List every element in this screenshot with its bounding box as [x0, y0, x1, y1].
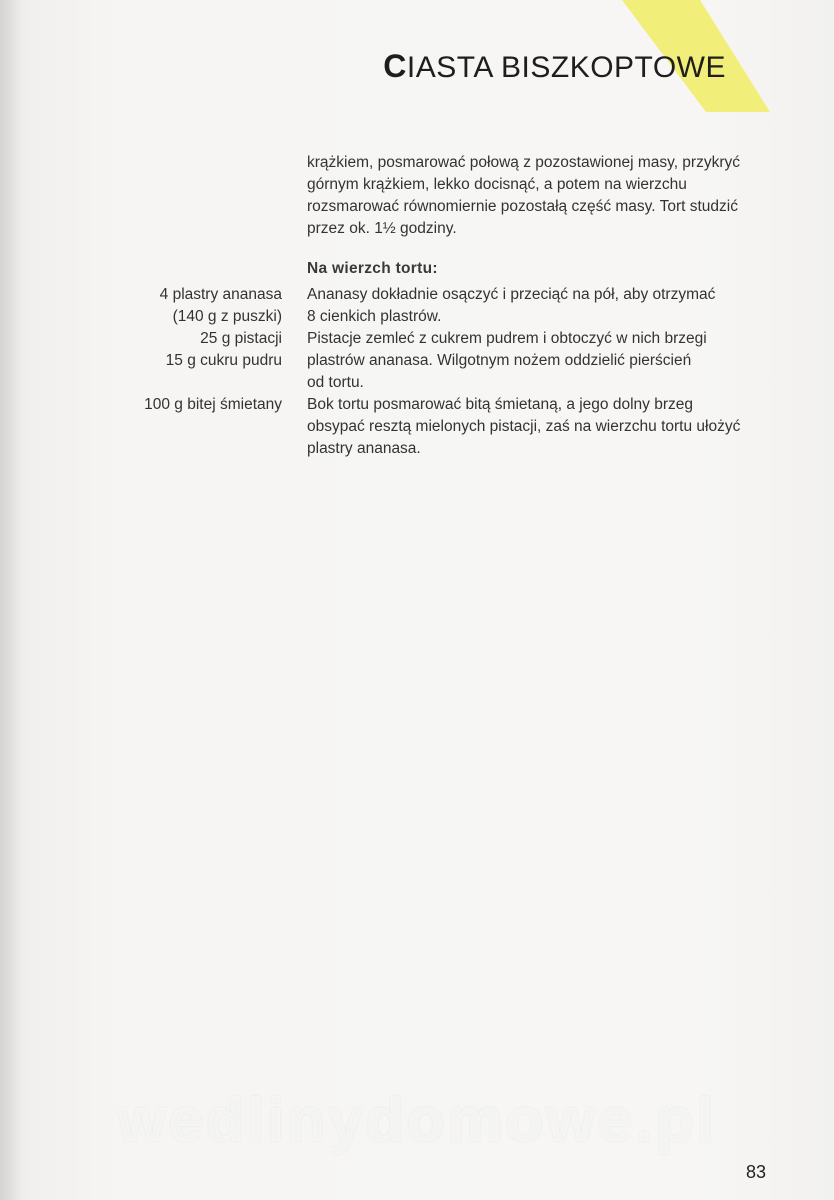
paragraph-line: krążkiem, posmarować połową z pozostawionej masy, przykryć	[307, 154, 741, 171]
title-initial: C	[383, 48, 407, 84]
instruction-block	[307, 284, 782, 394]
title-rest: IASTA BISZKOPTOWE	[406, 51, 726, 84]
ingredient-item: (140 g z puszki)	[172, 308, 282, 325]
instruction-line: obsypać resztą mielonych pistacji, zaś na wierzchu tortu ułożyć	[307, 418, 741, 435]
ingredient-list	[144, 394, 282, 416]
instruction-line: od tortu.	[307, 374, 364, 391]
continued-paragraph	[307, 152, 782, 240]
ingredient-list	[160, 284, 282, 372]
instruction-line: Pistacje zemleć z cukrem pudrem i obtoczyć w nich brzegi	[307, 330, 707, 347]
paragraph-line: górnym krążkiem, lekko docisnąć, a potem na wierzchu	[307, 176, 687, 193]
ingredient-item: 15 g cukru pudru	[165, 352, 282, 369]
watermark: wedlinydomowe.pl	[117, 1086, 717, 1155]
page-title	[383, 48, 726, 85]
ingredient-item: 100 g bitej śmietany	[144, 396, 282, 413]
instruction-line: plastrów ananasa. Wilgotnym nożem oddzielić pierścień	[307, 352, 692, 369]
ingredient-item: 25 g pistacji	[200, 330, 282, 347]
instruction-block	[307, 394, 782, 460]
instruction-line: Bok tortu posmarować bitą śmietaną, a jego dolny brzeg	[307, 396, 693, 413]
section-heading: Na wierzch tortu:	[307, 260, 438, 277]
ingredient-item: 4 plastry ananasa	[159, 286, 282, 303]
instruction-line: Ananasy dokładnie osączyć i przeciąć na pół, aby otrzymać	[307, 286, 716, 303]
instruction-line: 8 cienkich plastrów.	[307, 308, 442, 325]
paragraph-line: rozsmarować równomiernie pozostałą część masy. Tort studzić	[307, 198, 738, 215]
instruction-line: plastry ananasa.	[307, 440, 421, 457]
page-number: 83	[745, 1162, 766, 1182]
paragraph-line: przez ok. 1½ godziny.	[307, 220, 457, 237]
